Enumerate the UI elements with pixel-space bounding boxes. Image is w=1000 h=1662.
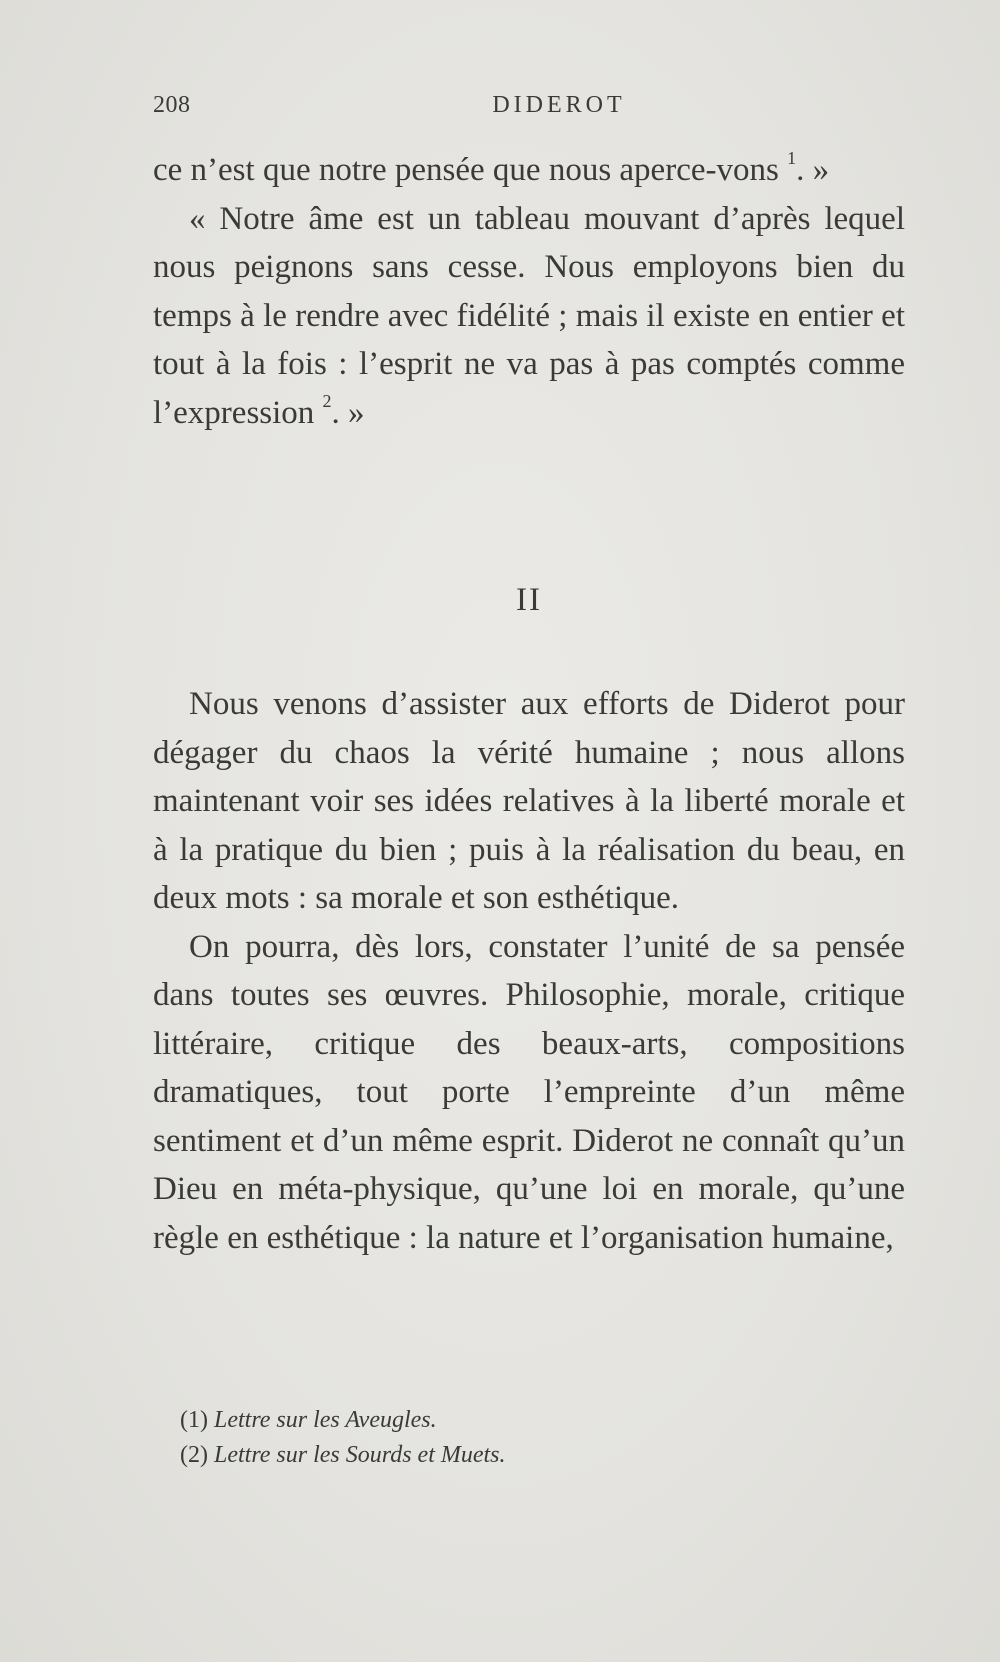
footnotes [180, 1403, 880, 1473]
footnote-ref-2: 2 [322, 390, 332, 411]
footnote-1: (1) Lettre sur les Aveugles. [180, 1407, 437, 1433]
page-number: 208 [153, 92, 191, 118]
paragraph-continued: ce n’est que notre pensée que nous aperce-vons $^1$. » [153, 148, 830, 188]
footnote-ref-1: 1 [787, 148, 797, 168]
text-block-top [153, 146, 905, 437]
paragraph-quote: « Notre âme est un tableau mouvant d’après lequel nous peignons sans cesse. Nous employons bien du temps à le rendre avec fidélité ; mais il existe en entier et tout à la fois : l’esprit ne va pas à pas comptés comme l’expression $^2$. » [153, 200, 905, 431]
text-block-section [153, 680, 905, 1262]
page-header [153, 92, 905, 128]
section-heading: II [516, 582, 542, 618]
running-title: DIDEROT [492, 92, 626, 118]
footnote-2: (2) Lettre sur les Sourds et Muets. [180, 1442, 506, 1468]
paragraph-unity: On pourra, dès lors, constater l’unité de sa pensée dans toutes ses œuvres. Philosophie, morale, critique littéraire, critique des beaux-arts, compositions dramatiques, tout porte l’empreinte d’un même sentiment et d’un même esprit. Diderot ne connaît qu’un Dieu en méta-physique, qu’une loi en morale, qu’une règle en esthétique : la nature et l’organisation humaine, [153, 928, 905, 1256]
paragraph-section-intro: Nous venons d’assister aux efforts de Diderot pour dégager du chaos la vérité humaine ; nous allons maintenant voir ses idées relatives à la liberté morale et à la pratique du bien ; puis à la réalisation du beau, en deux mots : sa morale et son esthétique. [153, 686, 905, 916]
